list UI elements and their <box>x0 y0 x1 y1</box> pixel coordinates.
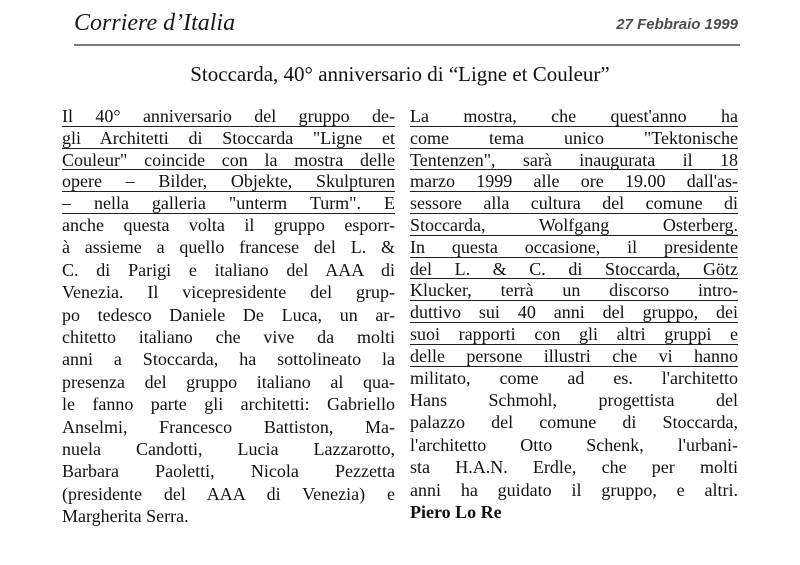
article-text-line: Couleur" coincide con la mostra delle <box>62 149 395 170</box>
article-text-line: – nella galleria "unterm Turm". E <box>62 193 395 214</box>
article-text-line: sta H.A.N. Erdle, che per molti <box>410 457 738 478</box>
article-text-line: In questa occasione, il presidente <box>410 236 738 257</box>
masthead-divider <box>74 44 740 46</box>
article-text-line: militato, come ad es. l'architetto <box>410 367 738 388</box>
article-text-line: Barbara Paoletti, Nicola Pezzetta <box>62 461 395 482</box>
article-text-line: anche questa volta il gruppo esporr- <box>62 214 395 235</box>
article-text-line: gli Architetti di Stoccarda "Ligne et <box>62 127 395 148</box>
article-text-line: Venezia. Il vicepresidente del grup- <box>62 282 395 303</box>
issue-date: 27 Febbraio 1999 <box>616 16 738 33</box>
article-byline: Piero Lo Re <box>410 501 502 522</box>
article-text-line: Margherita Serra. <box>62 506 189 527</box>
article-text-line: Hans Schmohl, progettista del <box>410 389 738 410</box>
article-text-line: (presidente del AAA di Venezia) e <box>62 483 395 504</box>
article-text-line: presenza del gruppo italiano al qua- <box>62 371 395 392</box>
article-text-line: le fanno parte gli architetti: Gabriello <box>62 394 395 415</box>
article-text-line: à assieme a quello francese del L. & <box>62 237 395 258</box>
article-text-line: l'architetto Otto Schenk, l'urbani- <box>410 434 738 455</box>
masthead <box>74 8 738 42</box>
article-text-line: palazzo del comune di Stoccarda, <box>410 412 738 433</box>
article-text-line: Anselmi, Francesco Battiston, Ma- <box>62 416 395 437</box>
article-headline: Stoccarda, 40° anniversario di “Ligne et Couleur” <box>190 62 610 86</box>
article-right-column <box>410 105 738 523</box>
article-text-line: opere – Bilder, Objekte, Skulpturen <box>62 171 395 192</box>
article-text-line: come tema unico "Tektonische <box>410 127 738 148</box>
article-text-line: Klucker, terrà un discorso intro- <box>410 280 738 301</box>
article-text-line: La mostra, che quest'anno ha <box>410 106 738 126</box>
article-text-line: anni ha guidato il gruppo, e altri. <box>410 479 738 500</box>
article-text-line: del L. & C. di Stoccarda, Götz <box>410 258 738 279</box>
article-text-line: chitetto italiano che vive da molti <box>62 326 395 347</box>
newspaper-name: Corriere d’Italia <box>74 10 236 36</box>
article-text-line: C. di Parigi e italiano del AAA di <box>62 259 395 280</box>
article-text-line: delle persone illustri che vi hanno <box>410 345 738 366</box>
article-text-line: duttivo sui 40 anni del gruppo, dei <box>410 302 738 323</box>
article-text-line: anni a Stoccarda, ha sottolineato la <box>62 349 395 370</box>
article-text-line: marzo 1999 alle ore 19.00 dall'as- <box>410 171 738 192</box>
article-left-column <box>62 105 395 527</box>
article-text-line: po tedesco Daniele De Luca, un ar- <box>62 304 395 325</box>
article-text-line: Stoccarda, Wolfgang Osterberg. <box>410 214 738 235</box>
article-text-line: Il 40° anniversario del gruppo de- <box>62 106 395 126</box>
article-text-line: sessore alla cultura del comune di <box>410 193 738 214</box>
article-text-line: suoi rapporti con gli altri gruppi e <box>410 323 738 344</box>
article-text-line: Tentenzen", sarà inaugurata il 18 <box>410 149 738 170</box>
article-text-line: nuela Candotti, Lucia Lazzarotto, <box>62 438 395 459</box>
